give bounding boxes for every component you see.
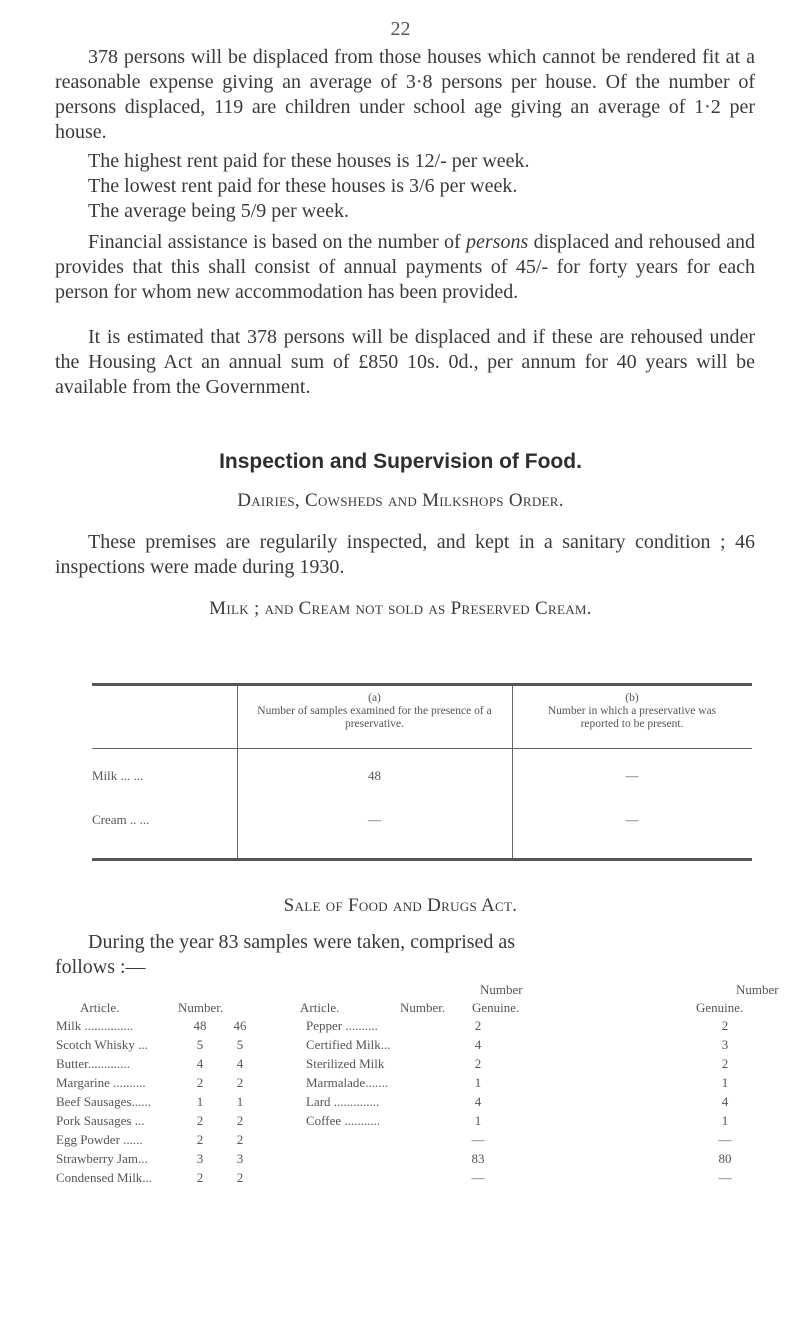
sale-number-right: 1 bbox=[474, 1113, 482, 1128]
column-a-text: Number of samples examined for the presence of a preservative. bbox=[257, 705, 492, 730]
table-row-label: Milk ... ... bbox=[92, 768, 144, 783]
sale-number-left: 4 bbox=[196, 1056, 204, 1071]
table-cell: — bbox=[625, 812, 639, 827]
sale-genuine-right: 1 bbox=[721, 1075, 729, 1090]
sale-article-left: Margarine .......... bbox=[56, 1075, 146, 1090]
sale-number-right: 1 bbox=[474, 1075, 482, 1090]
sale-number-right: 83 bbox=[471, 1151, 485, 1166]
lowest-rent-line: The lowest rent paid for these houses is 3/6 per week. bbox=[88, 175, 518, 197]
table-cell: 48 bbox=[368, 768, 381, 783]
page-number: 22 bbox=[390, 18, 411, 40]
sale-genuine-left: 3 bbox=[236, 1151, 244, 1166]
article-header: Article. bbox=[300, 1000, 340, 1015]
table-cell: — bbox=[368, 812, 381, 827]
sale-article-left: Scotch Whisky ... bbox=[56, 1037, 148, 1052]
sale-article-right: Pepper .......... bbox=[306, 1018, 378, 1033]
sale-genuine-right: 80 bbox=[718, 1151, 732, 1166]
sale-genuine-left: 5 bbox=[236, 1037, 244, 1052]
sale-genuine-left: 2 bbox=[236, 1113, 244, 1128]
financial-text-italic: persons bbox=[466, 231, 529, 253]
displaced-persons-paragraph: 378 persons will be displaced from those houses which cannot be rendered fit at a reasonable expense giving an average of 3·8 persons per house. Of the number of persons displaced, 119 are children under school age giving an average of 1·2 per house. bbox=[55, 46, 755, 143]
sale-genuine-right: 2 bbox=[721, 1018, 729, 1033]
sale-genuine-right: 2 bbox=[721, 1056, 729, 1071]
average-rent-line: The average being 5/9 per week. bbox=[88, 200, 349, 222]
sale-article-right: Lard .............. bbox=[306, 1094, 380, 1109]
financial-text-start: Financial assistance is based on the number of bbox=[88, 231, 467, 253]
sale-number-left: 2 bbox=[196, 1113, 204, 1128]
sale-number-left: 2 bbox=[196, 1132, 204, 1147]
financial-text-end: displaced and rehoused and provides that this shall consist of annual payments of 45/- for forty years for each person for whom new accommodation has been provided. bbox=[55, 231, 755, 303]
sale-article-right: Marmalade....... bbox=[306, 1075, 388, 1090]
sale-intro-line: During the year 83 samples were taken, comprised as bbox=[88, 931, 516, 953]
sale-number-right: 2 bbox=[474, 1018, 482, 1033]
column-a-label: (a) bbox=[368, 692, 381, 704]
number-genuine-header-top: Number bbox=[736, 982, 779, 997]
number-header: Number. bbox=[178, 1000, 224, 1015]
dairies-paragraph: These premises are regularily inspected, and kept in a sanitary condition ; 46 inspections were made during 1930. bbox=[55, 531, 755, 578]
sale-article-left: Pork Sausages ... bbox=[56, 1113, 145, 1128]
sale-article-left: Strawberry Jam... bbox=[56, 1151, 148, 1166]
sale-number-right: — bbox=[471, 1132, 485, 1147]
highest-rent-line: The highest rent paid for these houses is 12/- per week. bbox=[88, 150, 530, 172]
sale-number-right: 4 bbox=[474, 1094, 482, 1109]
sale-genuine-left: 2 bbox=[236, 1170, 244, 1185]
sale-number-right: — bbox=[471, 1170, 485, 1185]
sale-article-right: Coffee ........... bbox=[306, 1113, 381, 1128]
main-heading: Inspection and Supervision of Food. bbox=[219, 450, 582, 473]
estimate-paragraph: It is estimated that 378 persons will be displaced and if these are rehoused under the Housing Act an annual sum of £850 10s. 0d., per annum for 40 years will be available from the Government. bbox=[55, 326, 755, 398]
sale-genuine-left: 4 bbox=[236, 1056, 244, 1071]
sale-genuine-left: 1 bbox=[236, 1094, 244, 1109]
genuine-header: Genuine. bbox=[696, 1000, 744, 1015]
column-b-header bbox=[532, 692, 732, 731]
sale-article-left: Condensed Milk... bbox=[56, 1170, 153, 1185]
sale-article-right: Sterilized Milk bbox=[306, 1056, 385, 1071]
sale-genuine-right: 3 bbox=[721, 1037, 729, 1052]
sale-genuine-right: 4 bbox=[721, 1094, 729, 1109]
genuine-header: Genuine. bbox=[472, 1000, 520, 1015]
sale-number-left: 3 bbox=[196, 1151, 204, 1166]
milk-preservative-table bbox=[92, 683, 752, 861]
sale-article-right: Certified Milk... bbox=[306, 1037, 391, 1052]
sale-number-left: 5 bbox=[196, 1037, 204, 1052]
table-cell: — bbox=[625, 768, 639, 783]
sale-article-left: Milk ............... bbox=[56, 1018, 134, 1033]
number-header: Number. bbox=[400, 1000, 446, 1015]
sale-intro-follows: follows :— bbox=[55, 956, 146, 978]
sale-number-right: 4 bbox=[474, 1037, 482, 1052]
sale-genuine-left: 2 bbox=[236, 1132, 244, 1147]
sale-genuine-right: — bbox=[718, 1132, 732, 1147]
milk-heading: Milk ; and Cream not sold as Preserved Cream. bbox=[209, 598, 592, 619]
sale-article-left: Butter............. bbox=[56, 1056, 131, 1071]
article-header: Article. bbox=[80, 1000, 120, 1015]
sale-number-left: 48 bbox=[193, 1018, 207, 1033]
column-b-label: (b) bbox=[625, 692, 639, 704]
number-genuine-header-top: Number bbox=[480, 982, 523, 997]
table-header-rule bbox=[92, 748, 752, 749]
sale-number-left: 1 bbox=[196, 1094, 204, 1109]
sale-article-left: Egg Powder ...... bbox=[56, 1132, 143, 1147]
dairies-heading: Dairies, Cowsheds and Milkshops Order. bbox=[237, 490, 564, 511]
table-row-label: Cream .. ... bbox=[92, 812, 150, 827]
financial-assistance-paragraph bbox=[55, 230, 755, 305]
sale-number-left: 2 bbox=[196, 1075, 204, 1090]
sale-number-left: 2 bbox=[196, 1170, 204, 1185]
column-a-header bbox=[252, 692, 497, 731]
sale-genuine-right: 1 bbox=[721, 1113, 729, 1128]
sale-heading: Sale of Food and Drugs Act. bbox=[283, 895, 518, 916]
sale-genuine-left: 2 bbox=[236, 1075, 244, 1090]
column-b-text: Number in which a preservative was reported to be present. bbox=[547, 705, 717, 730]
sale-article-left: Beef Sausages...... bbox=[56, 1094, 151, 1109]
sale-number-right: 2 bbox=[474, 1056, 482, 1071]
sale-genuine-left: 46 bbox=[233, 1018, 247, 1033]
sale-genuine-right: — bbox=[718, 1170, 732, 1185]
